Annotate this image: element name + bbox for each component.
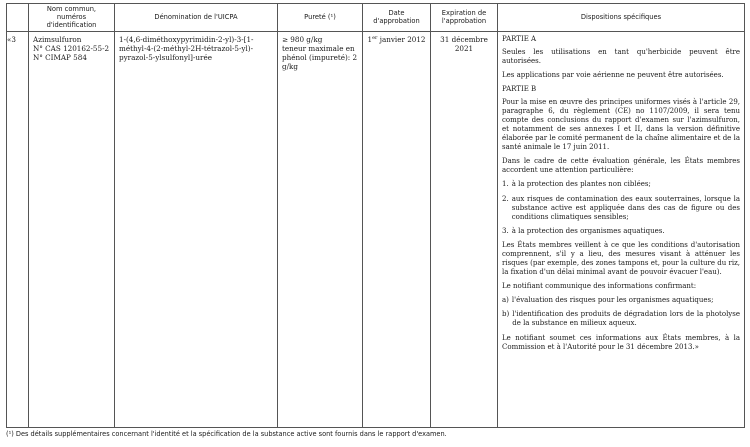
footnote: (¹) Des détails supplémentaires concernant l'identité et la spécification de la substance active sont fournis dans le rapport d'examen. (6, 430, 447, 438)
list-item-text: aux risques de contamination des eaux souterraines, lorsque la substance active est appliquée dans des cas de figure ou des conditions climatiques sensibles; (511, 194, 740, 221)
cas-number: N° CAS 120162-55-2 (33, 43, 110, 53)
header-purity: Pureté (¹) (278, 4, 363, 32)
purity-impurity: teneur maximale en phénol (impureté): 2 g/kg (282, 43, 358, 72)
specific-provisions-cell (498, 31, 745, 427)
part-b-title: PARTIE B (502, 84, 537, 93)
approval-date-cell (363, 31, 431, 427)
part-a-paragraph: Les applications par voie aérienne ne peuvent être autorisées. (502, 70, 724, 79)
header-iupac-name: Dénomination de l'UICPA (115, 4, 278, 32)
header-common-name: Nom commun, numéros d'identification (29, 4, 115, 32)
common-name-cell (29, 31, 115, 427)
list-item-label: 1. (502, 180, 509, 189)
list-item-text: à la protection des organismes aquatiques. (511, 226, 665, 235)
purity-cell (278, 31, 363, 427)
list-item-text: l'identification des produits de dégradation lors de la photolyse de la substance en milieux aqueux. (512, 310, 740, 328)
part-a-title: PARTIE A (502, 34, 537, 43)
part-a-paragraph: Seules les utilisations en tant qu'herbicide peuvent être autorisées. (502, 47, 740, 65)
list-item-label: a) (502, 296, 509, 305)
list-item (502, 310, 740, 328)
approval-date-day: 1 (367, 34, 373, 44)
list-item-label: 2. (502, 194, 509, 203)
list-item-text: l'évaluation des risques pour les organismes aquatiques; (511, 296, 714, 305)
approval-table (6, 3, 745, 428)
part-b-paragraph: Dans le cadre de cette évaluation générale, les États membres accordent une attention particulière: (502, 157, 740, 175)
substance-name: Azimsulfuron (33, 34, 82, 44)
expiration-cell: 31 décembre 2021 (431, 31, 498, 427)
part-b-paragraph: Le notifiant soumet ces informations aux États membres, à la Commission et à l'Autorité pour le 31 décembre 2013.» (502, 333, 740, 351)
document-page (6, 3, 744, 428)
iupac-name-cell: 1-(4,6-diméthoxypyrimidin-2-yl)-3-[1-méthyl-4-(2-méthyl-2H-tétrazol-5-yl)-pyrazol-5-ylsulfonyl]-urée (115, 31, 278, 427)
list-item (502, 180, 740, 189)
purity-min: ≥ 980 g/kg (282, 34, 323, 44)
part-b-paragraph: Pour la mise en œuvre des principes uniformes visés à l'article 29, paragraphe 6, du règlement (CE) no 1107/2009, il sera tenu compte des conclusions du rapport d'examen sur l'azimsulfuron, et notamment de ses annexes I et II, dans la version définitive élaborée par le comité permanent de la chaîne alimentaire et de la santé animale le 17 juin 2011. (502, 97, 740, 151)
table-row (7, 31, 745, 427)
header-number (7, 4, 29, 32)
row-number: «3 (7, 31, 29, 427)
part-b-paragraph: Le notifiant communique des informations confirmant: (502, 282, 697, 291)
header-row (7, 4, 745, 32)
approval-date-suffix: er (372, 34, 378, 41)
cimap-number: N° CIMAP 584 (33, 53, 87, 63)
list-item (502, 227, 740, 236)
list-item-label: b) (502, 310, 510, 319)
list-item (502, 296, 740, 305)
list-item (502, 195, 740, 222)
header-expiration: Expiration de l'approbation (431, 4, 498, 32)
header-specific-provisions: Dispositions spécifiques (498, 4, 745, 32)
list-item-label: 3. (502, 226, 509, 235)
approval-date-rest: janvier 2012 (377, 34, 426, 44)
part-b-paragraph: Les États membres veillent à ce que les conditions d'autorisation comprennent, s'il y a lieu, des mesures visant à atténuer les risques (par exemple, des zones tampons et, pour la culture du riz, la fixation d'un délai minimal avant de pouvoir évacuer l'eau). (502, 240, 740, 276)
header-approval-date: Date d'approbation (363, 4, 431, 32)
list-item-text: à la protection des plantes non ciblées; (511, 180, 651, 189)
